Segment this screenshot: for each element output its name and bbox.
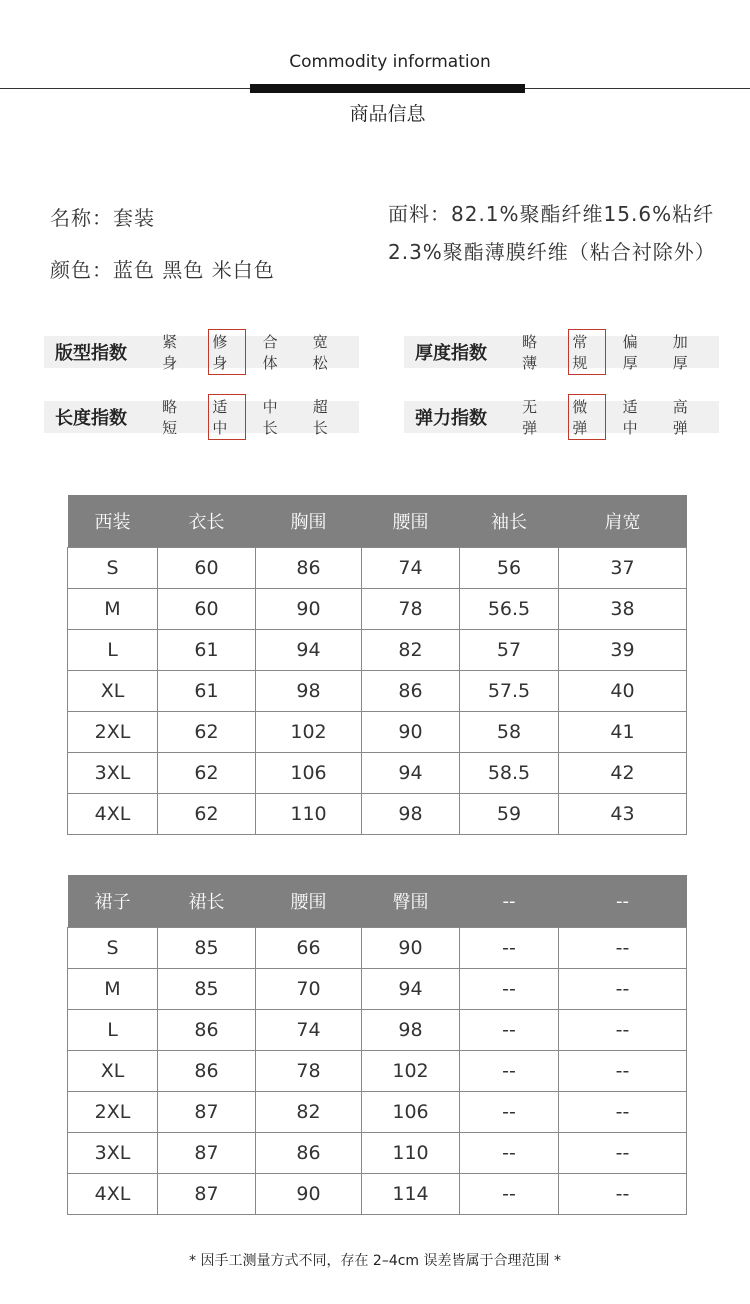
table-cell: 90 <box>362 928 460 969</box>
table-row <box>68 1174 687 1215</box>
table-cell: 3XL <box>68 1133 158 1174</box>
suit-size-table <box>67 495 687 835</box>
table-cell: 90 <box>256 589 362 630</box>
table-cell: 43 <box>559 794 687 835</box>
table-cell: 62 <box>158 753 256 794</box>
table-cell: 2XL <box>68 1092 158 1133</box>
table-cell: 62 <box>158 712 256 753</box>
index-length <box>44 398 359 437</box>
table-header-cell: 腰围 <box>256 875 362 928</box>
index-option: 适中 <box>622 398 638 437</box>
table-cell: 98 <box>362 1010 460 1051</box>
table-cell: -- <box>460 928 559 969</box>
index-option-selected: 修身 <box>208 329 245 375</box>
info-fabric-line2: 2.3%聚酯薄膜纤维（粘合衬除外） <box>388 240 716 264</box>
table-cell: 42 <box>559 753 687 794</box>
index-thickness <box>404 333 719 372</box>
table-header-row <box>68 495 687 548</box>
index-option: 无弹 <box>522 398 538 437</box>
table-cell: -- <box>559 1092 687 1133</box>
table-row <box>68 928 687 969</box>
table-cell: 61 <box>158 630 256 671</box>
table-header-cell: -- <box>460 875 559 928</box>
table-cell: -- <box>460 1051 559 1092</box>
index-fit <box>44 333 359 372</box>
table-header-cell: 臀围 <box>362 875 460 928</box>
table-cell: 82 <box>256 1092 362 1133</box>
table-row <box>68 1010 687 1051</box>
table-cell: 37 <box>559 548 687 589</box>
table-cell: -- <box>460 1174 559 1215</box>
table-cell: 56 <box>460 548 559 589</box>
table-cell: L <box>68 630 158 671</box>
table-cell: -- <box>460 1010 559 1051</box>
table-row <box>68 712 687 753</box>
table-row <box>68 589 687 630</box>
table-cell: 58 <box>460 712 559 753</box>
table-cell: 60 <box>158 589 256 630</box>
table-cell: 4XL <box>68 1174 158 1215</box>
table-cell: 60 <box>158 548 256 589</box>
table-cell: 106 <box>362 1092 460 1133</box>
table-cell: 74 <box>256 1010 362 1051</box>
header-title-en: Commodity information <box>289 52 491 72</box>
table-cell: 86 <box>256 1133 362 1174</box>
table-cell: 61 <box>158 671 256 712</box>
index-option-selected: 微弹 <box>568 394 605 440</box>
table-cell: 87 <box>158 1092 256 1133</box>
table-cell: 58.5 <box>460 753 559 794</box>
table-row <box>68 794 687 835</box>
table-cell: L <box>68 1010 158 1051</box>
table-header-cell: 裙长 <box>158 875 256 928</box>
info-name: 名称：套装 <box>50 206 155 230</box>
table-cell: XL <box>68 671 158 712</box>
table-header-cell: 裙子 <box>68 875 158 928</box>
table-cell: 78 <box>362 589 460 630</box>
table-cell: 110 <box>256 794 362 835</box>
table-cell: 56.5 <box>460 589 559 630</box>
index-title: 厚度指数 <box>415 343 487 364</box>
table-cell: 87 <box>158 1174 256 1215</box>
table-cell: -- <box>559 1174 687 1215</box>
table-header-cell: 袖长 <box>460 495 559 548</box>
table-cell: 85 <box>158 928 256 969</box>
table-cell: 41 <box>559 712 687 753</box>
index-option: 宽松 <box>312 333 328 372</box>
index-option: 偏厚 <box>622 333 638 372</box>
table-cell: 86 <box>158 1051 256 1092</box>
table-cell: 98 <box>256 671 362 712</box>
index-option-selected: 适中 <box>208 394 245 440</box>
table-cell: 2XL <box>68 712 158 753</box>
table-cell: -- <box>559 1133 687 1174</box>
table-cell: -- <box>559 969 687 1010</box>
table-cell: 87 <box>158 1133 256 1174</box>
header-bar <box>250 84 525 93</box>
table-header-cell: -- <box>559 875 687 928</box>
table-header-cell: 肩宽 <box>559 495 687 548</box>
table-cell: 102 <box>362 1051 460 1092</box>
table-header-row <box>68 875 687 928</box>
info-color: 颜色：蓝色 黑色 米白色 <box>50 258 275 282</box>
table-header-cell: 胸围 <box>256 495 362 548</box>
table-cell: S <box>68 928 158 969</box>
footnote: * 因手工测量方式不同，存在 2–4cm 误差皆属于合理范围 * <box>189 1253 561 1269</box>
table-cell: -- <box>559 1010 687 1051</box>
table-row <box>68 969 687 1010</box>
table-cell: -- <box>460 969 559 1010</box>
table-cell: 57 <box>460 630 559 671</box>
index-elasticity <box>404 398 719 437</box>
table-cell: 70 <box>256 969 362 1010</box>
index-option: 加厚 <box>672 333 688 372</box>
index-option: 略薄 <box>522 333 538 372</box>
table-cell: 82 <box>362 630 460 671</box>
table-cell: 40 <box>559 671 687 712</box>
table-cell: 62 <box>158 794 256 835</box>
table-cell: 38 <box>559 589 687 630</box>
table-cell: M <box>68 589 158 630</box>
table-cell: 90 <box>362 712 460 753</box>
table-cell: -- <box>559 928 687 969</box>
info-fabric-line1: 面料：82.1%聚酯纤维15.6%粘纤 <box>388 202 715 226</box>
table-cell: 98 <box>362 794 460 835</box>
table-cell: 85 <box>158 969 256 1010</box>
table-cell: 94 <box>362 969 460 1010</box>
table-cell: 86 <box>256 548 362 589</box>
table-cell: 39 <box>559 630 687 671</box>
table-header-cell: 衣长 <box>158 495 256 548</box>
table-cell: 106 <box>256 753 362 794</box>
table-header-cell: 腰围 <box>362 495 460 548</box>
table-cell: XL <box>68 1051 158 1092</box>
table-cell: 86 <box>158 1010 256 1051</box>
table-row <box>68 630 687 671</box>
table-cell: 74 <box>362 548 460 589</box>
table-cell: 66 <box>256 928 362 969</box>
table-cell: 59 <box>460 794 559 835</box>
index-option: 略短 <box>162 398 178 437</box>
table-row <box>68 1092 687 1133</box>
table-cell: 114 <box>362 1174 460 1215</box>
header-title-cn: 商品信息 <box>349 103 426 125</box>
index-title: 版型指数 <box>55 343 127 364</box>
table-row <box>68 671 687 712</box>
table-cell: 90 <box>256 1174 362 1215</box>
table-cell: -- <box>460 1133 559 1174</box>
table-cell: 94 <box>256 630 362 671</box>
index-option: 中长 <box>262 398 278 437</box>
table-row <box>68 1133 687 1174</box>
table-cell: -- <box>460 1092 559 1133</box>
table-row <box>68 1051 687 1092</box>
index-title: 长度指数 <box>55 408 127 429</box>
table-cell: 4XL <box>68 794 158 835</box>
index-option: 超长 <box>312 398 328 437</box>
table-cell: 102 <box>256 712 362 753</box>
table-cell: 57.5 <box>460 671 559 712</box>
index-option-selected: 常规 <box>568 329 605 375</box>
table-cell: -- <box>559 1051 687 1092</box>
table-row <box>68 753 687 794</box>
table-header-cell: 西装 <box>68 495 158 548</box>
table-cell: M <box>68 969 158 1010</box>
index-title: 弹力指数 <box>415 408 487 429</box>
skirt-size-table <box>67 875 687 1215</box>
table-cell: 3XL <box>68 753 158 794</box>
table-cell: 86 <box>362 671 460 712</box>
table-cell: 78 <box>256 1051 362 1092</box>
index-option: 高弹 <box>672 398 688 437</box>
index-option: 合体 <box>262 333 278 372</box>
index-option: 紧身 <box>162 333 178 372</box>
table-cell: 94 <box>362 753 460 794</box>
table-row <box>68 548 687 589</box>
table-cell: S <box>68 548 158 589</box>
table-cell: 110 <box>362 1133 460 1174</box>
